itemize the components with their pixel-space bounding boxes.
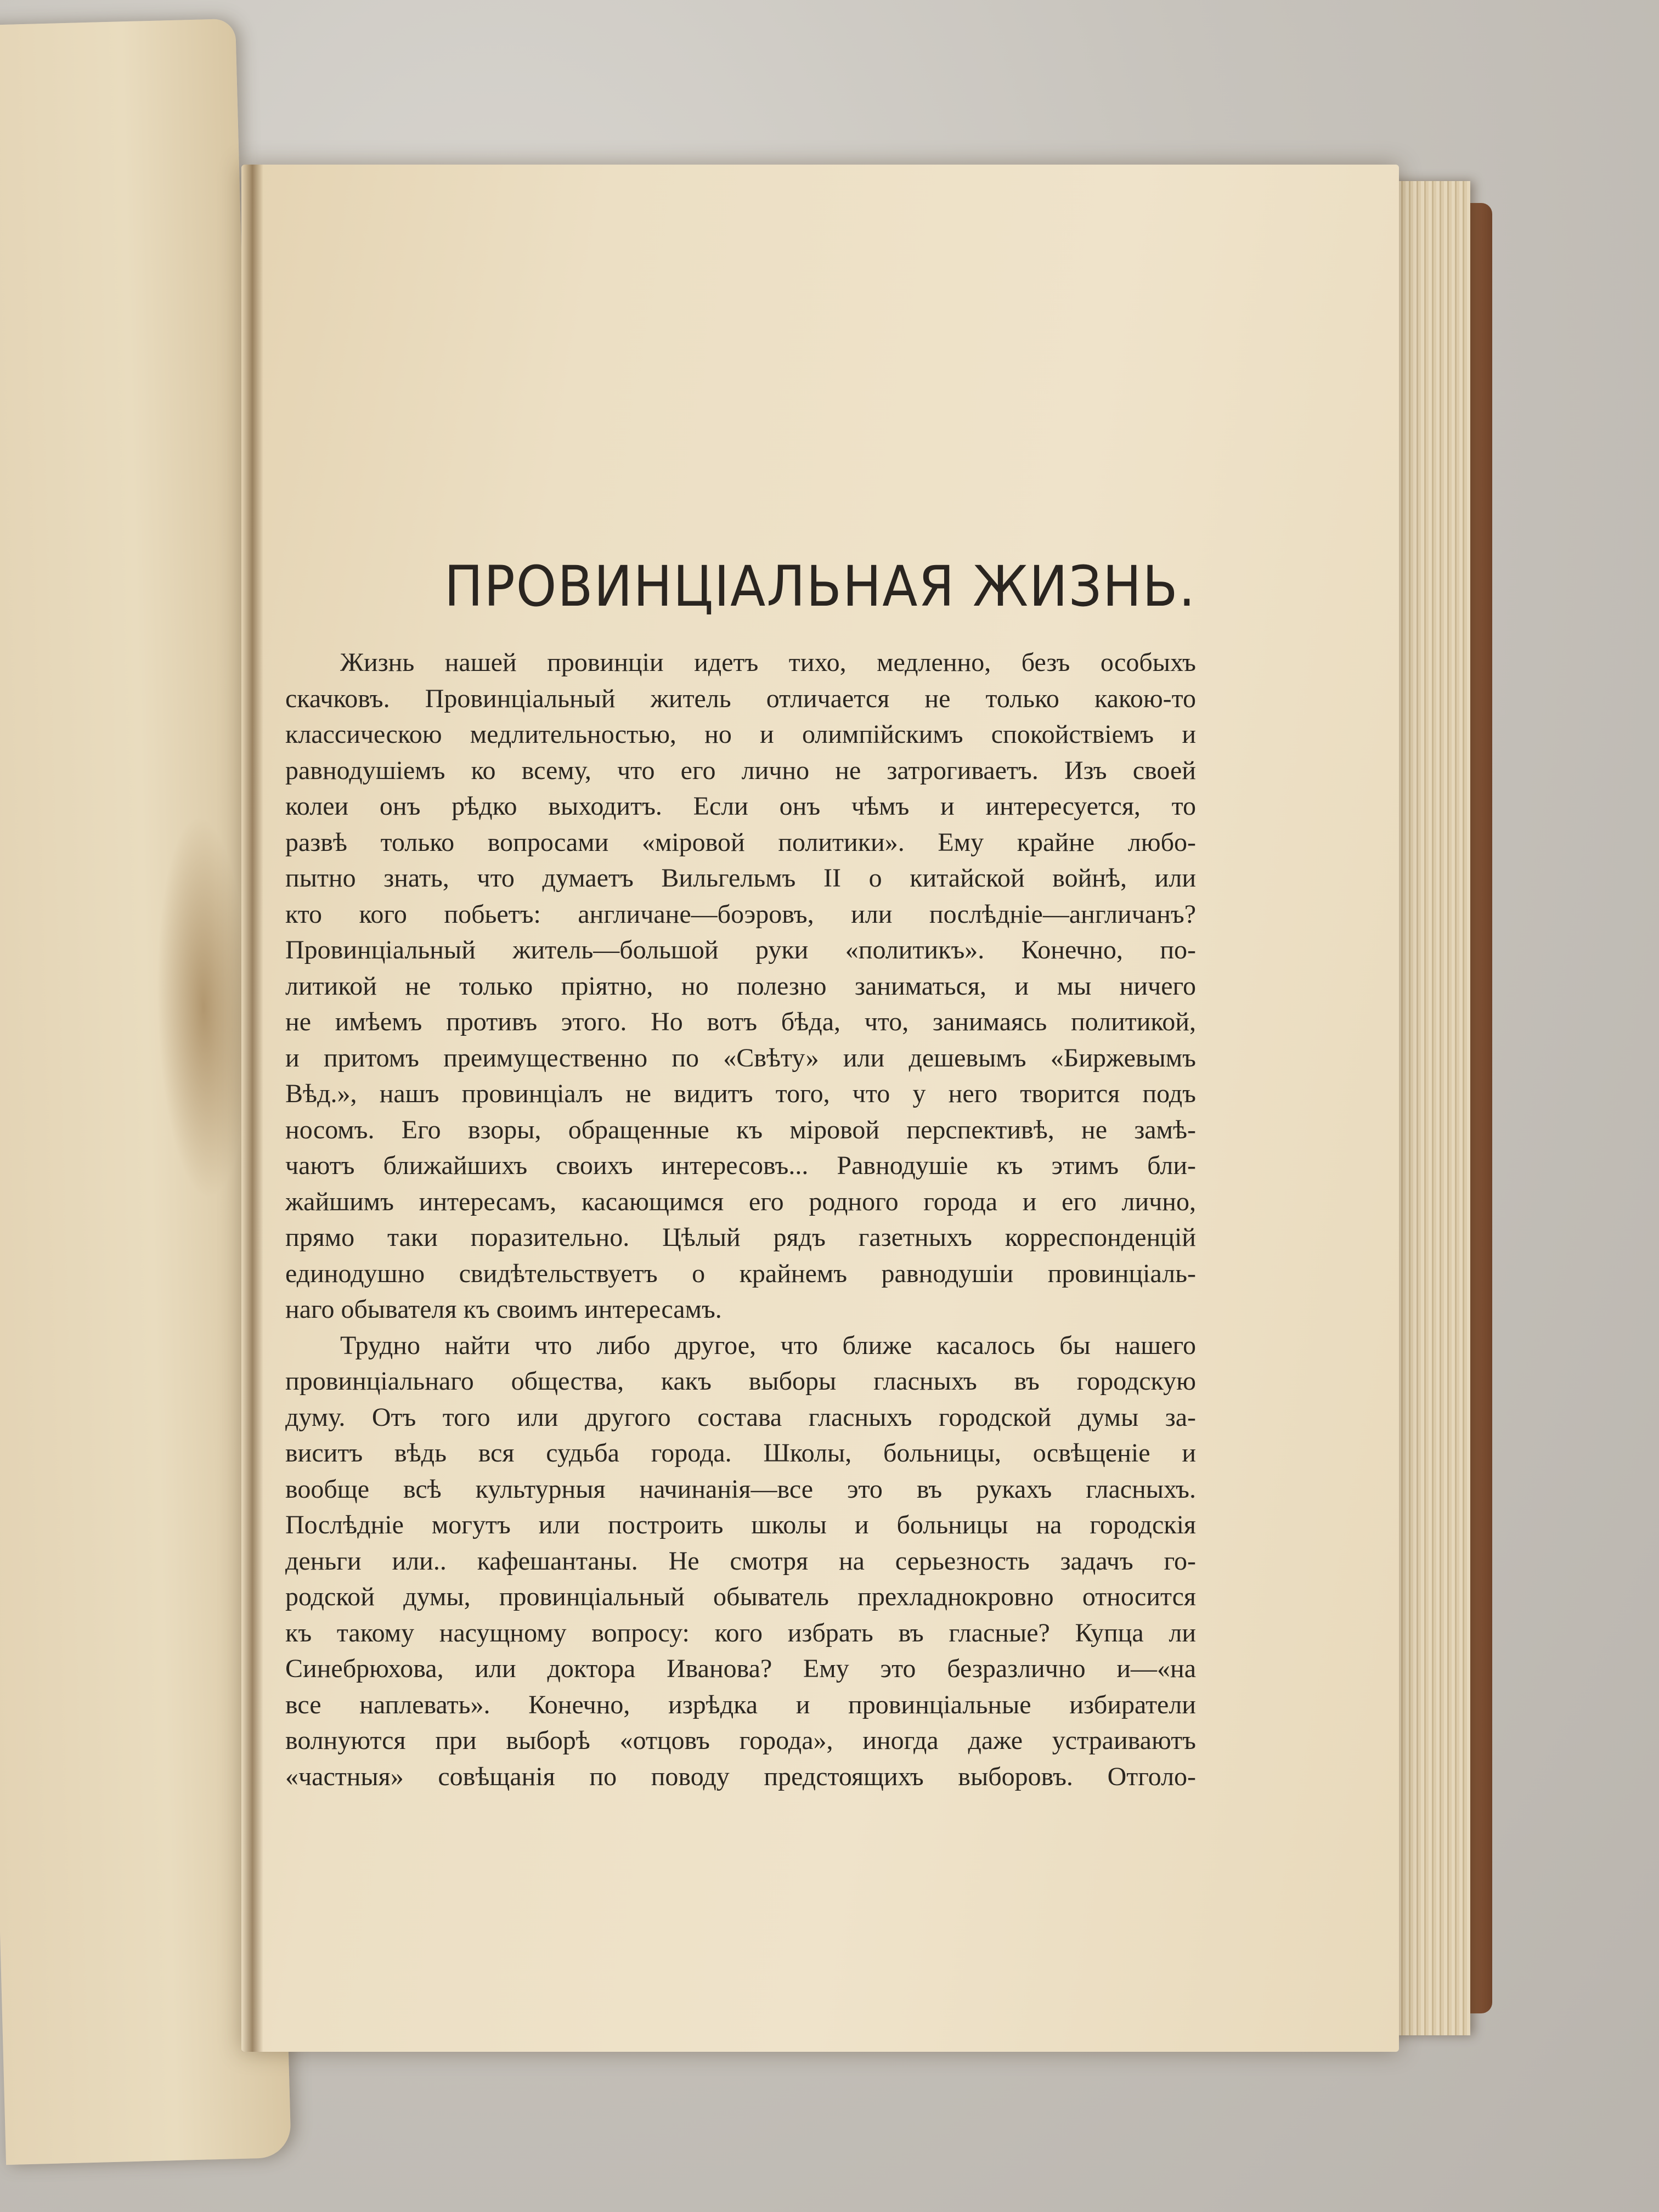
text-line: носомъ. Его взоры, обращенные къ міровой перспективѣ, не замѣ- xyxy=(285,1115,1196,1144)
text-line: развѣ только вопросами «міровой политики». Ему крайне любо- xyxy=(285,827,1196,857)
text-line: виситъ вѣдь вся судьба города. Школы, больницы, освѣщеніе и xyxy=(285,1438,1196,1468)
text-line: классическою медлительностью, но и олимпійскимъ спокойствіемъ и xyxy=(285,720,1196,749)
text-line: Жизнь нашей провинціи идетъ тихо, медленно, безъ особыхъ xyxy=(340,648,1196,677)
body-text xyxy=(285,645,1196,1795)
text-line: наго обывателя къ своимъ интересамъ. xyxy=(285,1295,722,1324)
text-line: «частныя» совѣщанія по поводу предстоящихъ выборовъ. Отголо- xyxy=(285,1762,1196,1791)
text-line: Вѣд.», нашъ провинціалъ не видитъ того, что у него творится подъ xyxy=(285,1079,1196,1108)
text-line: родской думы, провинціальный обыватель прехладнокровно относится xyxy=(285,1582,1196,1611)
text-line: и притомъ преимущественно по «Свѣту» или дешевымъ «Биржевымъ xyxy=(285,1043,1196,1073)
gutter-shadow xyxy=(241,165,263,2052)
text-line: Трудно найти что либо другое, что ближе касалось бы нашего xyxy=(340,1330,1196,1360)
text-line: колеи онъ рѣдко выходитъ. Если онъ чѣмъ и интересуется, то xyxy=(285,792,1196,821)
text-line: единодушно свидѣтельствуетъ о крайнемъ равнодушіи провинціаль- xyxy=(285,1259,1196,1288)
text-line: думу. Отъ того или другого состава гласныхъ городской думы за- xyxy=(285,1402,1196,1432)
text-line: чаютъ ближайшихъ своихъ интересовъ... Равнодушіе къ этимъ бли- xyxy=(285,1151,1196,1180)
text-line: жайшимъ интересамъ, касающимся его родного города и его лично, xyxy=(285,1187,1196,1216)
text-line: волнуются при выборѣ «отцовъ города», иногда даже устраиваютъ xyxy=(285,1726,1196,1755)
text-line: не имѣемъ противъ этого. Но вотъ бѣда, что, занимаясь политикой, xyxy=(285,1007,1196,1036)
text-line: пытно знать, что думаетъ Вильгельмъ II о китайской войнѣ, или xyxy=(285,864,1196,893)
text-line: скачковъ. Провинціальный житель отличается не только какою-то xyxy=(285,684,1196,713)
book-page xyxy=(241,165,1399,2052)
text-line: литикой не только пріятно, но полезно заниматься, и мы ничего xyxy=(285,971,1196,1001)
text-line: къ такому насущному вопросу: кого избрать въ гласные? Купца ли xyxy=(285,1618,1196,1647)
text-line: провинціальнаго общества, какъ выборы гласныхъ въ городскую xyxy=(285,1367,1196,1396)
stain xyxy=(152,814,255,1200)
text-line: кто кого побьетъ: англичане—боэровъ, или послѣдніе—англичанъ? xyxy=(285,899,1196,929)
text-line: Синебрюхова, или доктора Иванова? Ему это безразлично и—«на xyxy=(285,1654,1196,1683)
text-line: прямо таки поразительно. Цѣлый рядъ газетныхъ корреспонденцій xyxy=(285,1223,1196,1252)
page-title: ПРОВИНЦІАЛЬНАЯ ЖИЗНЬ. xyxy=(444,554,1197,619)
text-line: все наплевать». Конечно, изрѣдка и провинціальные избиратели xyxy=(285,1690,1196,1719)
text-line: Послѣдніе могутъ или построить школы и больницы на городскія xyxy=(285,1510,1196,1539)
text-line: вообще всѣ культурныя начинанія—все это въ рукахъ гласныхъ. xyxy=(285,1474,1196,1504)
text-line: Провинціальный житель—большой руки «политикъ». Конечно, по- xyxy=(285,935,1196,964)
text-line: деньги или.. кафешантаны. Не смотря на серьезность задачъ го- xyxy=(285,1546,1196,1576)
text-line: равнодушіемъ ко всему, что его лично не затрогиваетъ. Изъ своей xyxy=(285,755,1196,785)
